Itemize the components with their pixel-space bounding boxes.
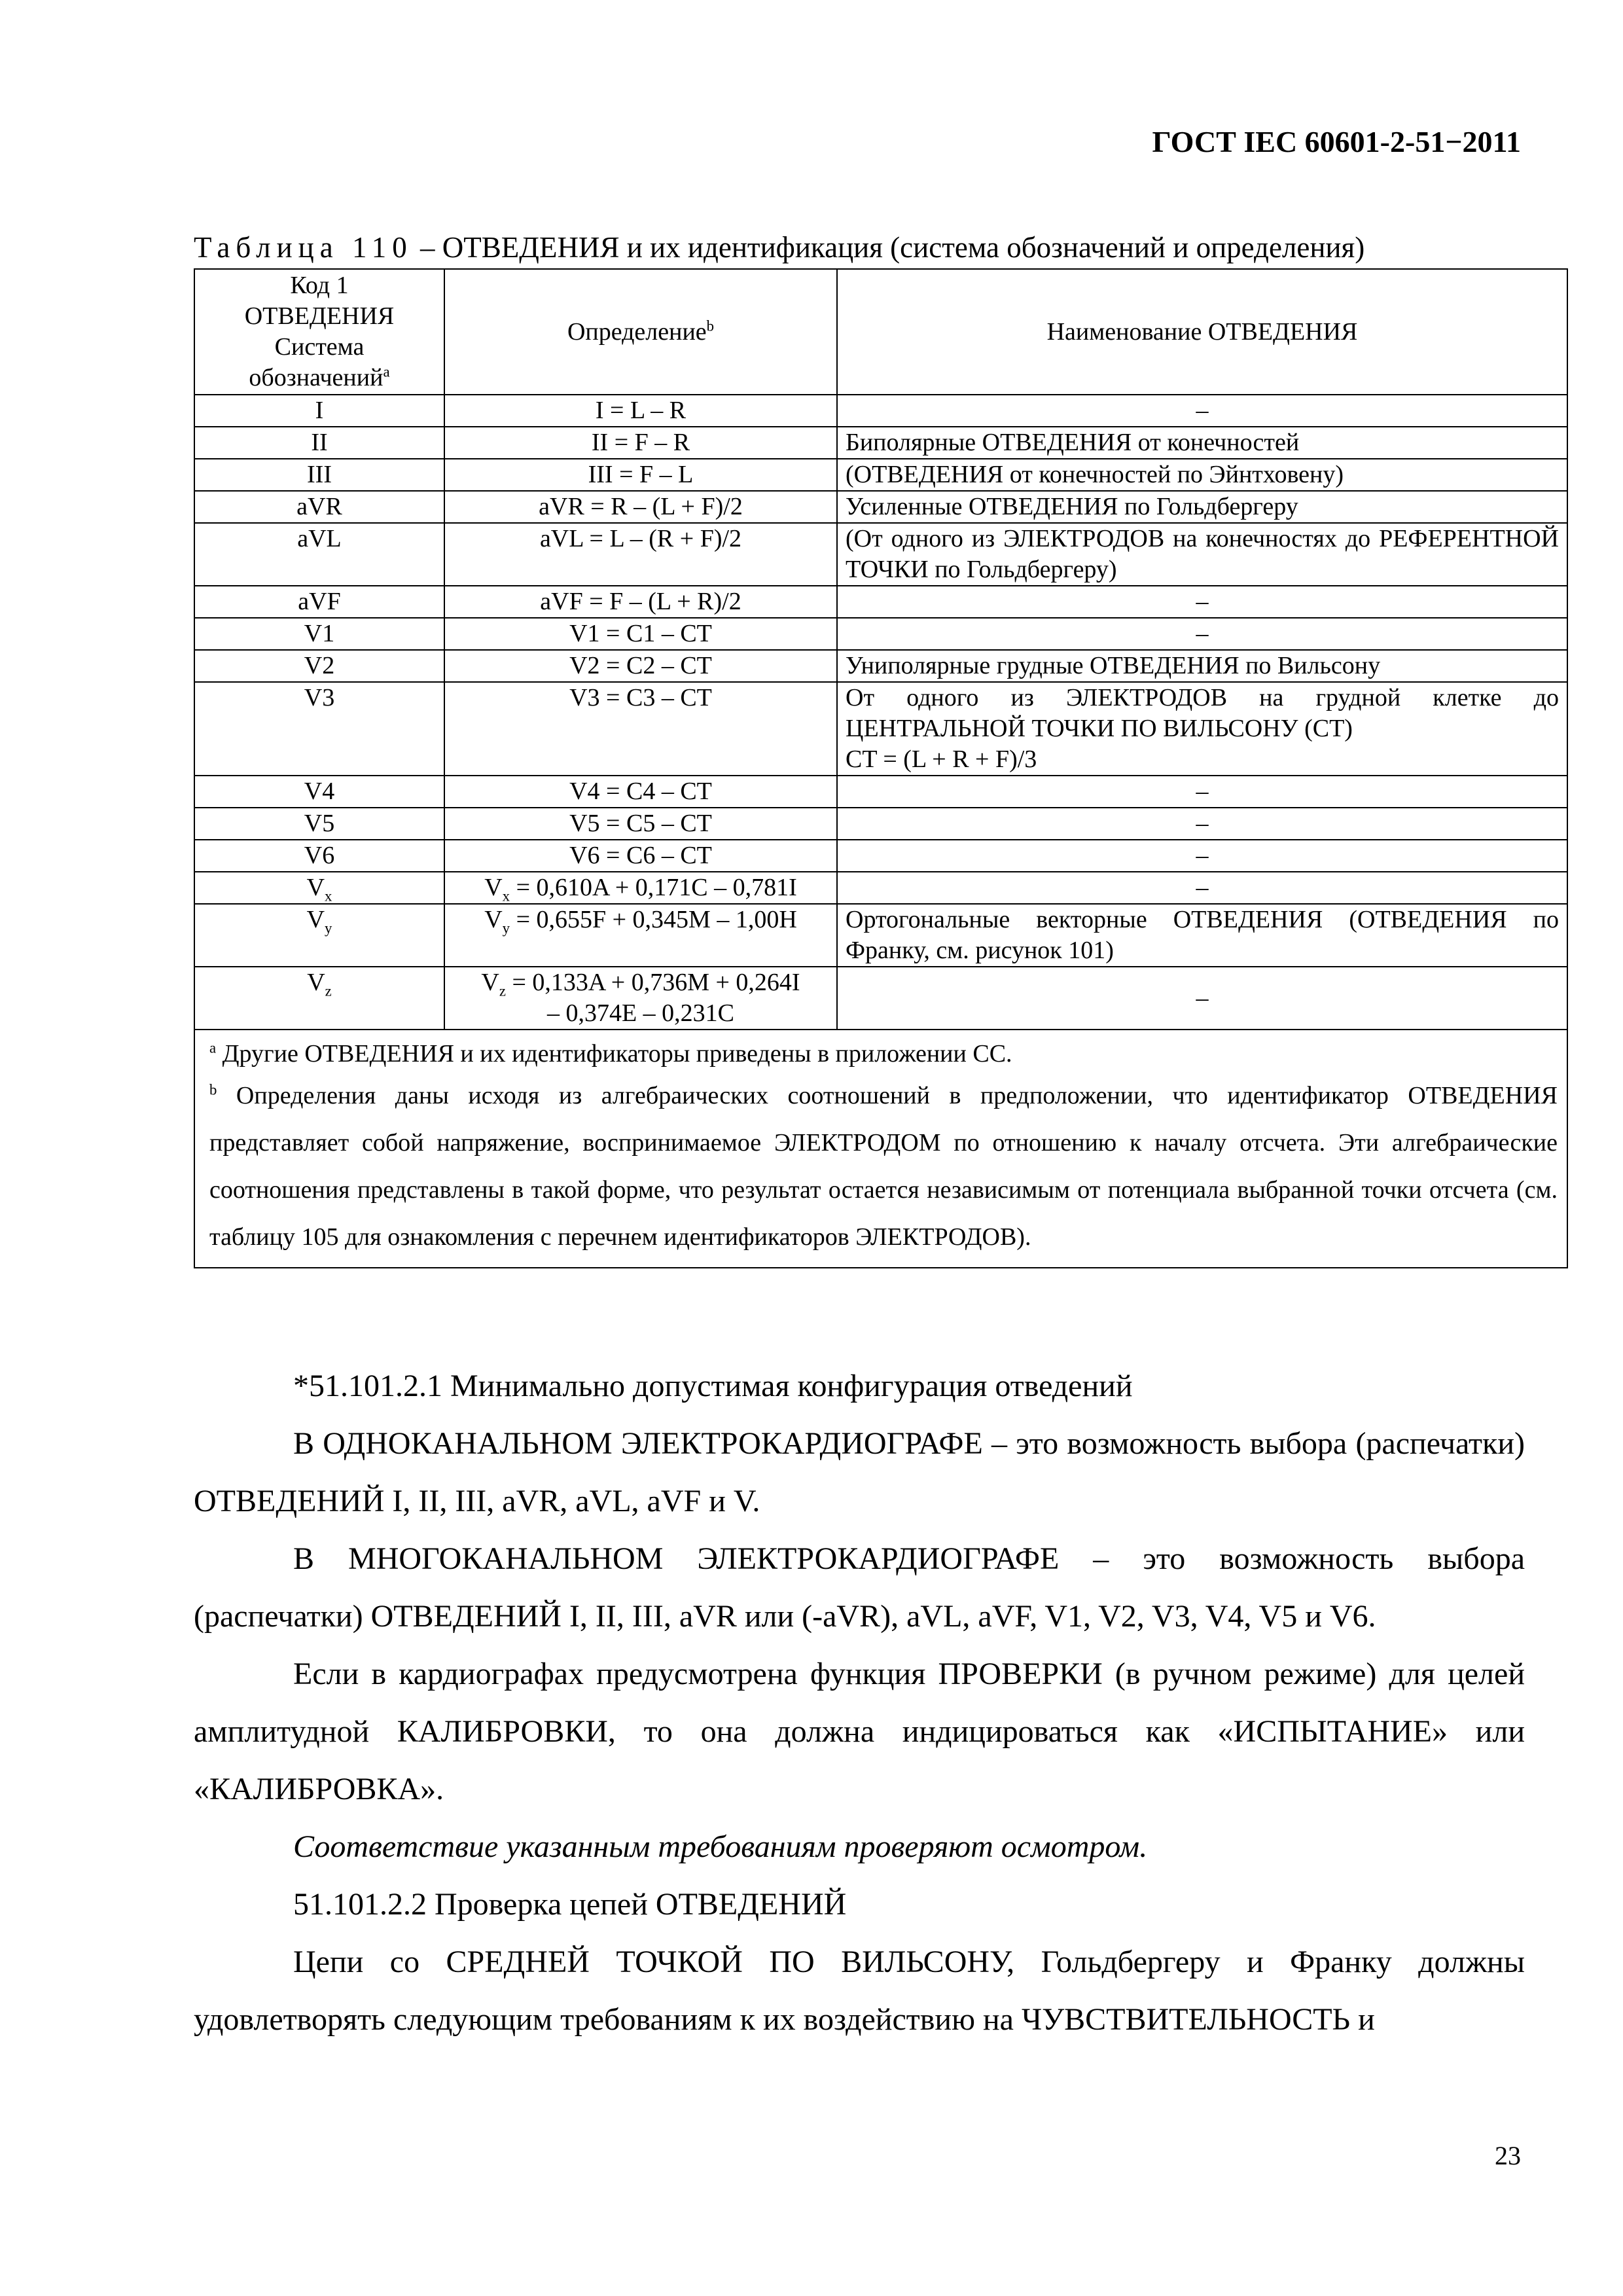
table-row [194, 586, 1567, 618]
lead-name: Ортогональные векторные ОТВЕДЕНИЯ (ОТВЕДЕНИЯ по Франку, см. рисунок 101) [837, 904, 1567, 967]
lead-name: – [837, 776, 1567, 808]
header-col1-line: ОТВЕДЕНИЯ [244, 302, 395, 330]
lead-code-subscript: x [325, 888, 332, 905]
table-notes [194, 1030, 1567, 1268]
lead-definition: aVF = F – (L + R)/2 [444, 586, 837, 618]
header-lead-name: Наименование ОТВЕДЕНИЯ [837, 269, 1567, 395]
lead-code: V1 [194, 618, 444, 650]
table-row [194, 523, 1567, 586]
lead-definition: V2 = C2 – CT [444, 650, 837, 682]
table-row [194, 427, 1567, 459]
header-col1-line: Код 1 [290, 272, 349, 299]
header-lead-code [194, 269, 444, 395]
lead-name-formula: CT = (L + R + F)/3 [846, 745, 1037, 773]
lead-code: V4 [194, 776, 444, 808]
footnote-a-mark: a [209, 1039, 217, 1056]
lead-code: V3 [194, 682, 444, 776]
table-row [194, 808, 1567, 840]
lead-code: II [194, 427, 444, 459]
lead-def-base: V [484, 874, 503, 901]
footnote-b [209, 1072, 1558, 1261]
lead-def-formula: = 0,655F + 0,345M – 1,00H [510, 906, 797, 933]
lead-name: Усиленные ОТВЕДЕНИЯ по Гольдбергеру [837, 491, 1567, 523]
lead-code [194, 967, 444, 1030]
footnote-a [209, 1035, 1558, 1072]
lead-definition: V1 = C1 – CT [444, 618, 837, 650]
footnote-b-mark: b [209, 1081, 217, 1098]
lead-name [837, 682, 1567, 776]
lead-code: aVF [194, 586, 444, 618]
lead-def-formula-cont: – 0,374E – 0,231C [546, 999, 735, 1027]
header-col1-line: обозначений [249, 364, 383, 391]
lead-def-formula: = 0,610A + 0,171C – 0,781I [510, 874, 797, 901]
table-row [194, 491, 1567, 523]
lead-code: I [194, 395, 444, 427]
lead-code-base: V [306, 906, 325, 933]
lead-name: – [837, 395, 1567, 427]
table-row [194, 967, 1567, 1030]
lead-code [194, 872, 444, 904]
table-row [194, 776, 1567, 808]
lead-definition: II = F – R [444, 427, 837, 459]
lead-name: – [837, 840, 1567, 872]
header-col1-line: Система [274, 333, 365, 361]
table-row [194, 459, 1567, 491]
lead-code-base: V [307, 969, 325, 996]
lead-code-base: V [306, 874, 325, 901]
table-notes-row [194, 1030, 1567, 1268]
footnote-ref-b: b [706, 317, 715, 334]
footnote-b-text: Определения даны исходя из алгебраических соотношений в предположении, что идентификатор ОТВЕДЕНИЯ представляет собой напряжение, воспринимаемое ЭЛЕКТРОДОМ по отношению к началу отсчета. Эти алгебраические соотношения представлены в такой форме, что результат остается независимым от потенциала выбранной точки отсчета (см. таблицу 105 для ознакомления с перечнем идентификаторов ЭЛЕКТРОДОВ). [209, 1082, 1558, 1251]
lead-definition: I = L – R [444, 395, 837, 427]
compliance-note: Соответствие указанным требованиям проверяют осмотром. [293, 1829, 1148, 1864]
lead-def-subscript: z [499, 982, 506, 999]
body-text [194, 1357, 1525, 2049]
lead-definition: V3 = C3 – CT [444, 682, 837, 776]
lead-name-text: От одного из ЭЛЕКТРОДОВ на грудной клетке до ЦЕНТРАЛЬНОЙ ТОЧКИ ПО ВИЛЬСОНУ (CT) [846, 684, 1559, 742]
table-row [194, 904, 1567, 967]
lead-code: III [194, 459, 444, 491]
lead-name: – [837, 808, 1567, 840]
lead-definition: V6 = C6 – CT [444, 840, 837, 872]
lead-code: V2 [194, 650, 444, 682]
lead-definition [444, 967, 837, 1030]
lead-name: – [837, 618, 1567, 650]
header-definition [444, 269, 837, 395]
footnote-a-text: Другие ОТВЕДЕНИЯ и их идентификаторы приведены в приложении CC. [216, 1040, 1012, 1067]
table-row [194, 682, 1567, 776]
lead-code-subscript: z [325, 982, 332, 999]
paragraph: В ОДНОКАНАЛЬНОМ ЭЛЕКТРОКАРДИОГРАФЕ – это возможность выбора (распечатки) ОТВЕДЕНИЙ I, II, III, aVR, aVL, aVF и V. [194, 1426, 1525, 1518]
section-heading: *51.101.2.1 Минимально допустимая конфигурация отведений [293, 1369, 1133, 1403]
footnote-ref-a: a [383, 363, 390, 380]
lead-definition [444, 904, 837, 967]
lead-code: aVR [194, 491, 444, 523]
lead-name: Униполярные грудные ОТВЕДЕНИЯ по Вильсону [837, 650, 1567, 682]
lead-code: V6 [194, 840, 444, 872]
lead-name: – [837, 872, 1567, 904]
lead-name: (ОТВЕДЕНИЯ от конечностей по Эйнтховену) [837, 459, 1567, 491]
lead-code [194, 904, 444, 967]
lead-def-base: V [484, 906, 503, 933]
document-standard-header: ГОСТ IEC 60601-2-51−2011 [1152, 125, 1521, 158]
page-number: 23 [1495, 2141, 1521, 2170]
lead-name: – [837, 967, 1567, 1030]
leads-table [194, 268, 1568, 1268]
lead-definition [444, 872, 837, 904]
lead-code-subscript: y [325, 920, 332, 937]
lead-def-subscript: x [502, 888, 510, 905]
paragraph: Цепи со СРЕДНЕЙ ТОЧКОЙ ПО ВИЛЬСОНУ, Гольдбергеру и Франку должны удовлетворять следующим требованиям к их воздействию на ЧУВСТВИТЕЛЬНОСТЬ и [194, 1945, 1525, 2037]
lead-definition: aVR = R – (L + F)/2 [444, 491, 837, 523]
lead-code: aVL [194, 523, 444, 586]
table-caption [194, 230, 1364, 264]
lead-name: (От одного из ЭЛЕКТРОДОВ на конечностях до РЕФЕРЕНТНОЙ ТОЧКИ по Гольдбергеру) [837, 523, 1567, 586]
lead-definition: V4 = C4 – CT [444, 776, 837, 808]
table-caption-label: Таблица 110 [194, 231, 413, 264]
lead-def-base: V [481, 969, 499, 996]
table-row [194, 872, 1567, 904]
lead-definition: aVL = L – (R + F)/2 [444, 523, 837, 586]
lead-definition: III = F – L [444, 459, 837, 491]
table-row [194, 840, 1567, 872]
paragraph: Если в кардиографах предусмотрена функция ПРОВЕРКИ (в ручном режиме) для целей амплитудной КАЛИБРОВКИ, то она должна индицироваться как «ИСПЫТАНИЕ» или «КАЛИБРОВКА». [194, 1657, 1525, 1806]
table-row [194, 618, 1567, 650]
table-row [194, 395, 1567, 427]
lead-name: – [837, 586, 1567, 618]
lead-definition: V5 = C5 – CT [444, 808, 837, 840]
lead-def-formula: = 0,133A + 0,736M + 0,264I [505, 969, 800, 996]
table-row [194, 650, 1567, 682]
header-definition-label: Определение [567, 317, 707, 346]
table-caption-title: – ОТВЕДЕНИЯ и их идентификация (система обозначений и определения) [412, 231, 1365, 264]
table-header-row [194, 269, 1567, 395]
lead-def-subscript: y [502, 920, 510, 937]
section-heading: 51.101.2.2 Проверка цепей ОТВЕДЕНИЙ [293, 1887, 847, 1922]
lead-name: Биполярные ОТВЕДЕНИЯ от конечностей [837, 427, 1567, 459]
paragraph: В МНОГОКАНАЛЬНОМ ЭЛЕКТРОКАРДИОГРАФЕ – это возможность выбора (распечатки) ОТВЕДЕНИЙ I, II, III, aVR или (-aVR), aVL, aVF, V1, V2, V3, V4, V5 и V6. [194, 1541, 1525, 1634]
lead-code: V5 [194, 808, 444, 840]
